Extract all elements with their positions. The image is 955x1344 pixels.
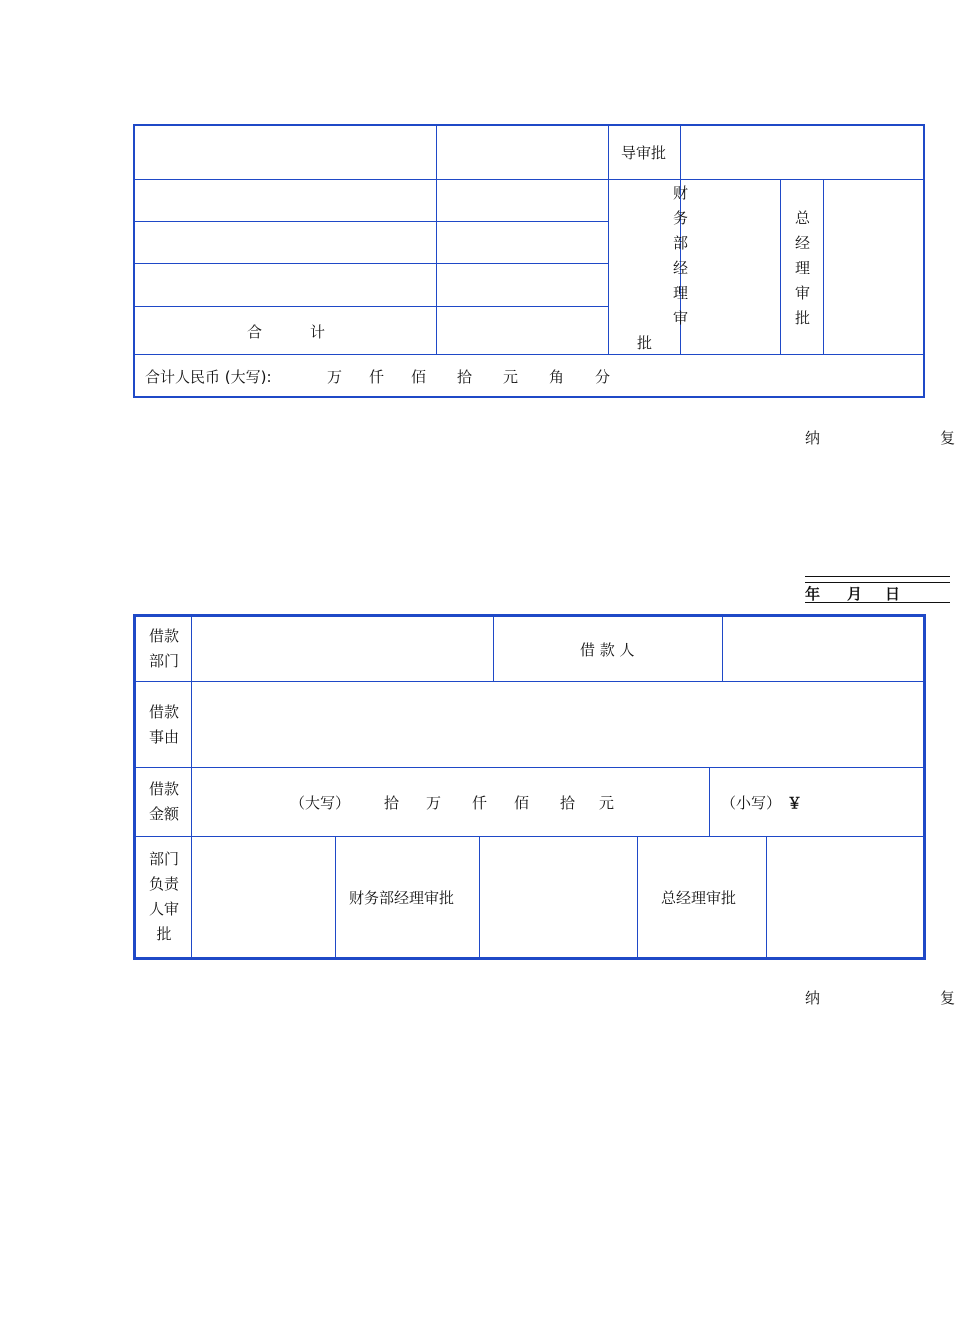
unit-label: 拾 (457, 368, 473, 386)
finance-manager-signature-field[interactable] (482, 839, 635, 955)
row-divider (136, 836, 923, 837)
unit-label: 仟 (369, 368, 385, 386)
borrower-label: 借 款 人 (580, 641, 635, 659)
row-divider (135, 179, 923, 180)
amount-unit: 元 (599, 794, 615, 812)
gm-approval-char: 总 (795, 209, 811, 227)
reviewer-label: 复 (940, 429, 955, 447)
dept-head-signature-field[interactable] (194, 839, 333, 955)
gm-signature-field[interactable] (769, 839, 921, 955)
gm-approval-char: 批 (795, 309, 811, 327)
amount-unit: 拾 (384, 794, 400, 812)
amount-unit: 万 (426, 794, 442, 812)
column-divider (709, 767, 710, 836)
finance-approval-char: 批 (637, 334, 653, 352)
gm-approval-label: 总经理审批 (661, 889, 737, 907)
column-divider (766, 836, 767, 957)
row-divider (135, 306, 609, 307)
yen-sign: ￥ (787, 794, 803, 812)
unit-label: 万 (327, 368, 343, 386)
amount-unit: 仟 (472, 794, 488, 812)
cashier-label: 纳 (805, 429, 821, 447)
unit-label: 角 (549, 368, 565, 386)
cashier-label: 纳 (805, 989, 821, 1007)
finance-approval-char: 财 (673, 184, 689, 202)
label-line: 借款 (148, 780, 179, 798)
item-cell-1[interactable] (137, 127, 434, 177)
date-year-label: 年 (805, 585, 821, 603)
finance-approval-char: 务 (673, 209, 689, 227)
label-line: 借款 (148, 703, 179, 721)
reviewer-label: 复 (940, 989, 955, 1007)
column-divider (637, 836, 638, 957)
date-double-rule (805, 576, 950, 583)
amount-cell-3[interactable] (438, 223, 606, 261)
finance-approval-char: 经 (673, 259, 689, 277)
label-line: 事由 (148, 728, 179, 746)
rmb-uppercase-label: 合计人民币 (大写): (145, 368, 272, 386)
label-line: 人审 (148, 900, 179, 918)
unit-label: 佰 (411, 368, 427, 386)
total-label: 计 (310, 323, 326, 341)
unit-label: 分 (595, 368, 611, 386)
label-line: 负责 (148, 875, 179, 893)
finance-manager-signature-field[interactable] (683, 182, 778, 352)
label-line: 金额 (148, 805, 179, 823)
amount-uppercase-label: （大写） (290, 794, 351, 812)
label-line: 批 (156, 925, 172, 943)
total-amount-field[interactable] (438, 308, 606, 352)
amount-unit: 拾 (560, 794, 576, 812)
amount-cell-1[interactable] (438, 127, 606, 177)
row-divider (135, 263, 609, 264)
gm-signature-field[interactable] (826, 182, 921, 352)
loan-dept-label (139, 624, 189, 674)
reason-input-field[interactable] (194, 684, 921, 765)
row-divider (135, 221, 609, 222)
amount-unit: 佰 (514, 794, 530, 812)
row-divider (135, 354, 923, 355)
finance-approval-char: 审 (673, 309, 689, 327)
borrower-input-field[interactable] (725, 619, 921, 679)
date-month-label: 月 (847, 585, 863, 603)
loan-reason-label (139, 700, 189, 750)
column-divider (823, 180, 824, 354)
unit-label: 元 (503, 368, 519, 386)
leader-approval-label: 导审批 (621, 144, 667, 162)
date-day-label: 日 (885, 585, 901, 603)
amount-lowercase-label: （小写） (721, 794, 782, 812)
gm-approval-char: 审 (795, 284, 811, 302)
row-divider (136, 681, 923, 682)
leader-approval-field[interactable] (683, 127, 921, 177)
dept-head-approval-label (139, 847, 189, 947)
row-divider (136, 767, 923, 768)
finance-manager-approval-label: 财务部经理审批 (349, 889, 455, 907)
item-cell-3[interactable] (137, 223, 434, 261)
amount-cell-2[interactable] (438, 181, 606, 219)
finance-approval-char: 部 (673, 234, 689, 252)
gm-approval-char: 经 (795, 234, 811, 252)
label-line: 部门 (148, 652, 179, 670)
date-underline (805, 602, 950, 603)
column-divider (722, 617, 723, 681)
finance-approval-char: 理 (673, 284, 689, 302)
item-cell-4[interactable] (137, 265, 434, 304)
column-divider (780, 180, 781, 354)
label-line: 借款 (148, 627, 179, 645)
amount-cell-4[interactable] (438, 265, 606, 304)
column-divider (335, 836, 336, 957)
column-divider (191, 617, 192, 957)
loan-amount-label (139, 777, 189, 827)
label-line: 部门 (148, 850, 179, 868)
column-divider (608, 126, 609, 354)
total-label: 合 (247, 323, 263, 341)
column-divider (493, 617, 494, 681)
dept-input-field[interactable] (194, 619, 491, 679)
item-cell-2[interactable] (137, 181, 434, 219)
column-divider (479, 836, 480, 957)
gm-approval-char: 理 (795, 259, 811, 277)
column-divider (436, 126, 437, 354)
